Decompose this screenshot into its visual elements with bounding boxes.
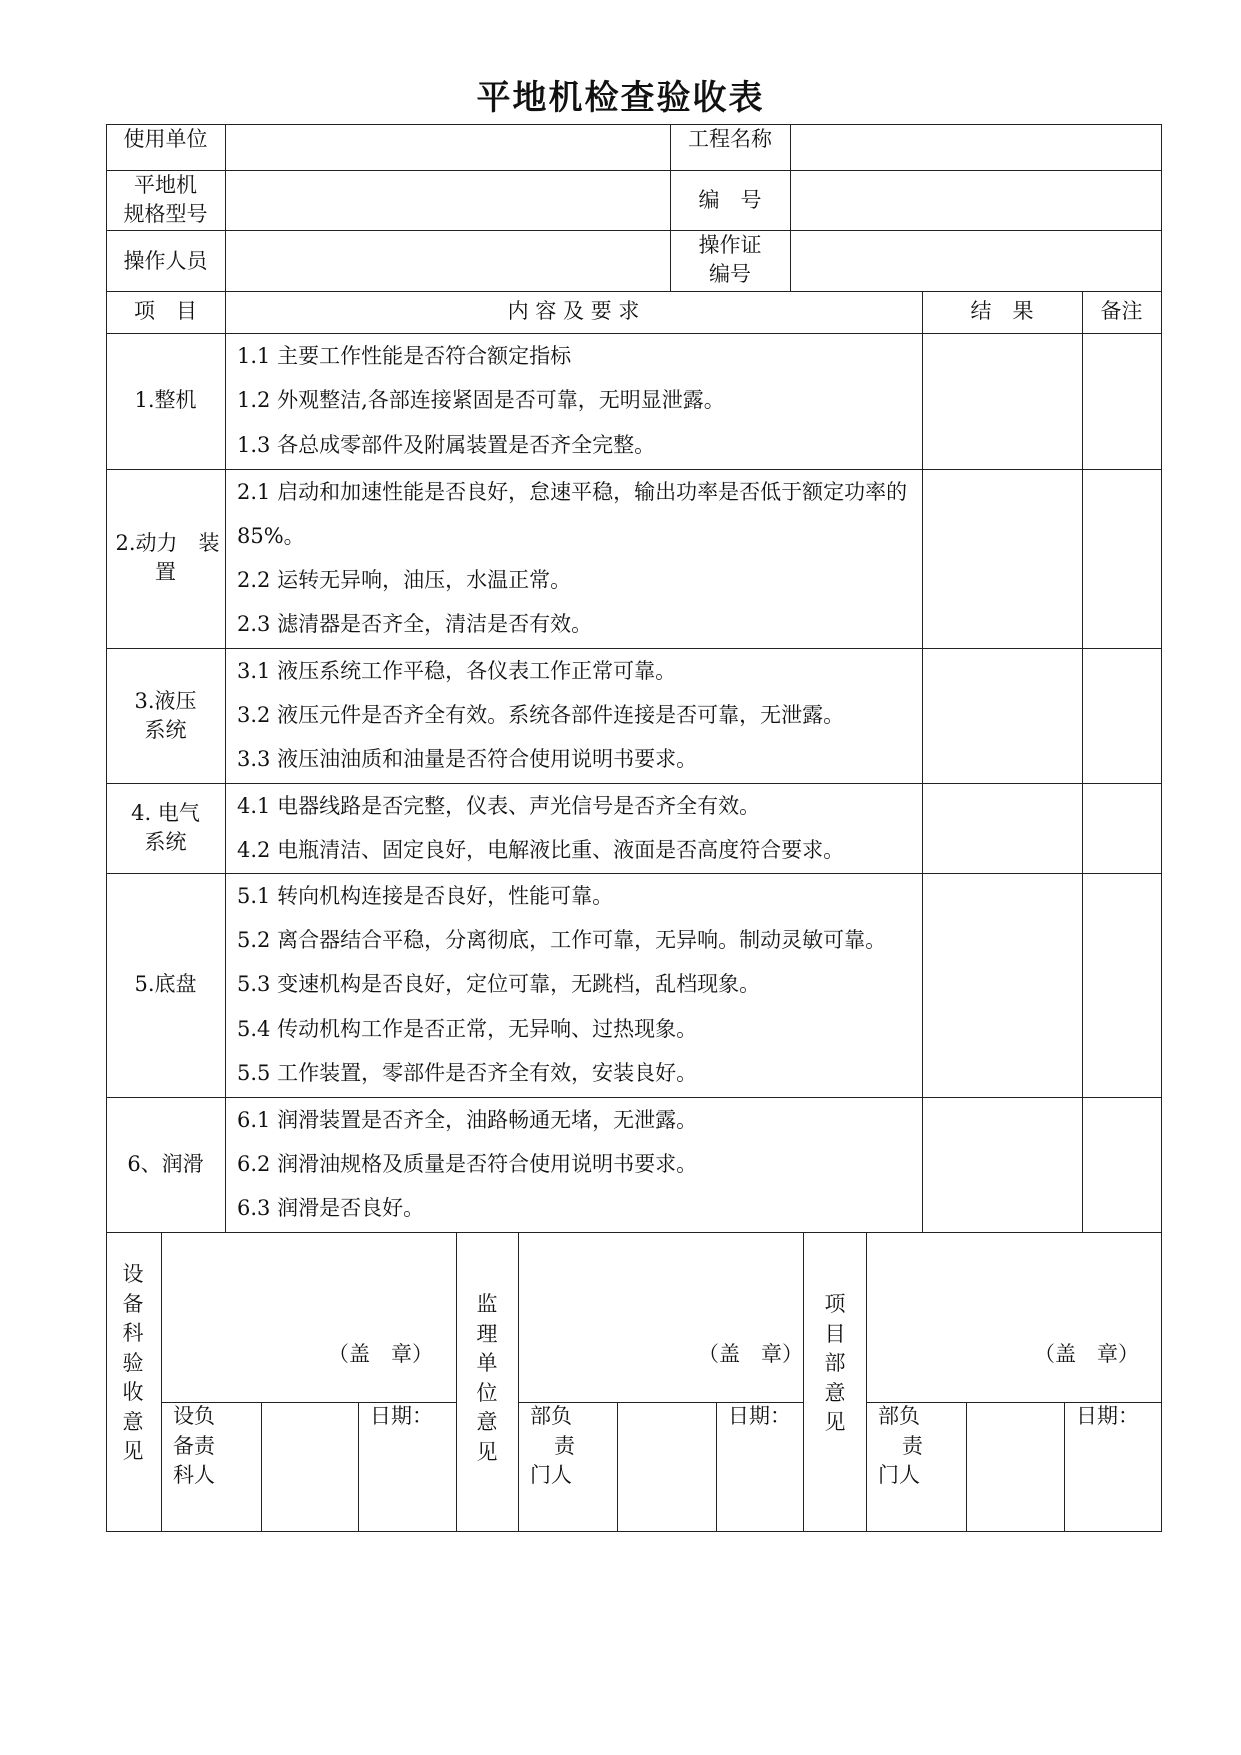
responsible-person-label: 部负 xyxy=(878,1404,920,1428)
label-char: 见 xyxy=(122,1439,144,1463)
requirement-line: 2.2 运转无异响，油压，水温正常。 xyxy=(237,568,572,592)
requirement-line: 6.3 润滑是否良好。 xyxy=(237,1196,425,1220)
row-divider xyxy=(106,291,1162,292)
row-divider xyxy=(106,648,1162,649)
label-char: 意 xyxy=(824,1380,846,1405)
responsible-person-label: 科人 xyxy=(173,1463,215,1487)
label-char: 意 xyxy=(122,1409,144,1434)
row-divider xyxy=(106,469,1162,470)
requirement-line: 3.3 液压油油质和油量是否符合使用说明书要求。 xyxy=(237,747,698,771)
label-char: 见 xyxy=(824,1410,846,1434)
section-name: 6、润滑 xyxy=(127,1152,204,1176)
operator-label: 操作人员 xyxy=(123,249,208,273)
section-name: 系统 xyxy=(144,718,187,742)
equipment-opinion-label xyxy=(118,1260,148,1467)
requirement-line: 1.1 主要工作性能是否符合额定指标 xyxy=(237,344,572,368)
requirement-line: 5.1 转向机构连接是否良好，性能可靠。 xyxy=(237,884,614,908)
date-label: 日期： xyxy=(728,1404,791,1428)
responsible-person-label: 设负 xyxy=(173,1404,215,1428)
requirement-line: 5.5 工作装置，零部件是否齐全有效，安装良好。 xyxy=(237,1061,698,1085)
col-divider xyxy=(617,1402,618,1532)
column-header-item: 项 目 xyxy=(134,299,197,323)
col-divider xyxy=(803,1232,804,1532)
section-name: 2.动力 装 xyxy=(115,531,220,555)
col-divider xyxy=(922,291,923,1232)
border-right xyxy=(1161,124,1162,1532)
requirement-line: 1.2 外观整洁,各部连接紧固是否可靠，无明显泄露。 xyxy=(237,388,725,412)
requirement-line: 3.1 液压系统工作平稳，各仪表工作正常可靠。 xyxy=(237,659,677,683)
cert-label-line-1: 操作证 xyxy=(698,233,762,257)
row-divider xyxy=(106,333,1162,334)
column-header-remark: 备注 xyxy=(1100,299,1143,323)
row-divider xyxy=(106,1232,1162,1233)
requirement-line: 2.1 启动和加速性能是否良好，怠速平稳，输出功率是否低于额定功率的 xyxy=(237,480,908,504)
model-label-line-2: 规格型号 xyxy=(123,202,208,226)
col-divider xyxy=(1082,291,1083,1232)
section-name: 4. 电气 xyxy=(131,801,200,825)
requirement-line: 5.2 离合器结合平稳，分离彻底，工作可靠，无异响。制动灵敏可靠。 xyxy=(237,928,887,952)
responsible-person-label: 部负 xyxy=(530,1404,572,1428)
label-char: 收 xyxy=(122,1380,144,1404)
row-divider xyxy=(106,1097,1162,1098)
label-char: 意 xyxy=(476,1410,498,1434)
label-char: 设 xyxy=(122,1262,144,1286)
section-name: 系统 xyxy=(144,830,187,854)
requirement-line: 3.2 液压元件是否齐全有效。系统各部件连接是否可靠，无泄露。 xyxy=(237,703,845,727)
responsible-person-label: 门人 xyxy=(530,1463,572,1487)
project-opinion-label xyxy=(820,1290,850,1438)
column-header-result: 结 果 xyxy=(970,299,1034,323)
label-char: 目 xyxy=(824,1321,846,1346)
number-label: 编 号 xyxy=(698,188,762,212)
col-divider xyxy=(790,124,791,291)
label-char: 备 xyxy=(122,1291,144,1316)
col-divider xyxy=(358,1402,359,1532)
date-label: 日期： xyxy=(1076,1404,1139,1428)
row-divider xyxy=(106,873,1162,874)
col-divider xyxy=(225,124,226,1232)
col-divider xyxy=(261,1402,262,1532)
seal-text: （盖 章） xyxy=(1034,1342,1139,1366)
col-divider xyxy=(966,1402,967,1532)
responsible-person-label: 责 xyxy=(554,1434,575,1458)
border-top xyxy=(106,124,1162,125)
unit-label: 使用单位 xyxy=(123,127,208,151)
responsible-person-label: 备责 xyxy=(173,1434,215,1458)
label-char: 部 xyxy=(824,1351,846,1375)
responsible-person-label: 门人 xyxy=(878,1463,920,1487)
requirement-line: 6.2 润滑油规格及质量是否符合使用说明书要求。 xyxy=(237,1152,698,1176)
section-name: 置 xyxy=(155,560,176,584)
row-divider xyxy=(106,783,1162,784)
requirement-line: 1.3 各总成零部件及附属装置是否齐全完整。 xyxy=(237,433,656,457)
label-char: 项 xyxy=(824,1292,846,1316)
label-char: 科 xyxy=(122,1321,144,1345)
label-char: 单 xyxy=(476,1351,498,1375)
seal-text: （盖 章） xyxy=(698,1342,803,1366)
row-divider xyxy=(106,170,1162,171)
border-bottom xyxy=(106,1531,1162,1532)
label-char: 理 xyxy=(476,1321,498,1346)
row-divider xyxy=(106,230,1162,231)
project-label: 工程名称 xyxy=(688,127,772,151)
label-char: 监 xyxy=(476,1292,498,1316)
page-title: 平地机检查验收表 xyxy=(476,78,765,118)
section-name: 5.底盘 xyxy=(134,972,197,996)
date-label: 日期： xyxy=(370,1404,433,1428)
supervision-opinion-label xyxy=(472,1290,502,1467)
col-divider xyxy=(716,1402,717,1532)
responsible-person-label: 责 xyxy=(902,1434,923,1458)
col-divider xyxy=(161,1232,162,1532)
requirement-line: 5.4 传动机构工作是否正常，无异响、过热现象。 xyxy=(237,1017,698,1041)
requirement-line: 4.2 电瓶清洁、固定良好，电解液比重、液面是否高度符合要求。 xyxy=(237,838,845,862)
requirement-line: 85%。 xyxy=(237,524,305,548)
col-divider xyxy=(866,1232,867,1532)
seal-text: （盖 章） xyxy=(328,1342,433,1366)
label-char: 验 xyxy=(122,1350,144,1375)
requirement-line: 6.1 润滑装置是否齐全，油路畅通无堵，无泄露。 xyxy=(237,1108,698,1132)
section-name: 1.整机 xyxy=(134,388,197,412)
col-divider xyxy=(518,1232,519,1532)
label-char: 位 xyxy=(476,1380,498,1405)
model-label-line-1: 平地机 xyxy=(134,173,197,197)
section-name: 3.液压 xyxy=(134,689,197,713)
column-header-content: 内 容 及 要 求 xyxy=(507,299,640,323)
requirement-line: 5.3 变速机构是否良好，定位可靠，无跳档，乱档现象。 xyxy=(237,972,761,996)
requirement-line: 4.1 电器线路是否完整，仪表、声光信号是否齐全有效。 xyxy=(237,794,761,818)
label-char: 见 xyxy=(476,1439,498,1464)
col-divider xyxy=(456,1232,457,1532)
requirement-line: 2.3 滤清器是否齐全，清洁是否有效。 xyxy=(237,612,593,636)
col-divider xyxy=(1064,1402,1065,1532)
cert-label-line-2: 编号 xyxy=(709,262,751,286)
